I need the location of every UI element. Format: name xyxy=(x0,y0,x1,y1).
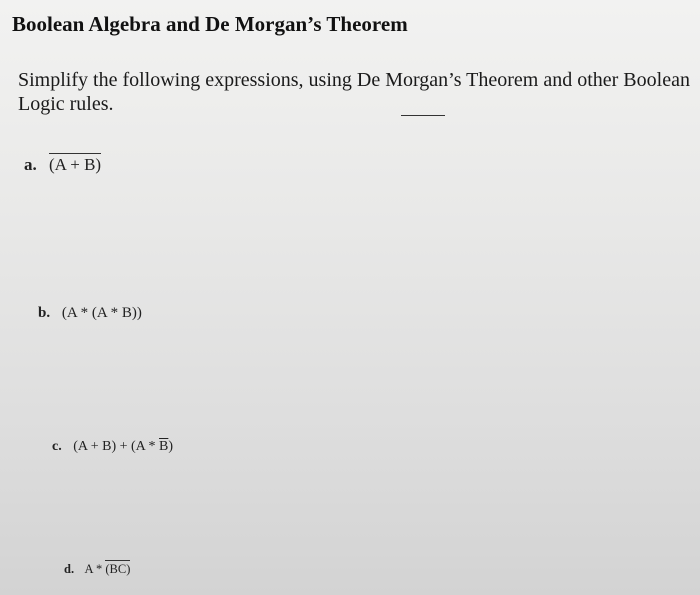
problem-b-label: b. xyxy=(38,305,51,321)
instructions-line-2: Logic rules. xyxy=(18,93,114,115)
problem-d-label: d. xyxy=(64,562,75,576)
instructions xyxy=(18,68,698,116)
problem-c-overlined-var: $\overline{B}$ xyxy=(159,439,169,454)
document-title: Boolean Algebra and De Morgan’s Theorem xyxy=(12,12,408,36)
problem-d-overlined-group: (BC) xyxy=(105,562,131,576)
problem-c xyxy=(52,439,173,455)
problem-d-expression-left: A * xyxy=(84,562,106,576)
problem-a xyxy=(24,153,101,175)
stray-overline-mark xyxy=(401,115,445,116)
problem-d xyxy=(64,560,130,577)
problem-b-expression: (A * (A * B)) xyxy=(61,305,142,321)
instructions-line-1: Simplify the following expressions, using De Morgan’s Theorem and other Boolean xyxy=(18,69,690,91)
problem-c-expression-right: ) xyxy=(168,439,174,454)
problem-a-label: a. xyxy=(24,155,37,174)
problem-a-expression: (A + B) xyxy=(49,155,102,174)
problem-c-expression-left: (A + B) + (A * xyxy=(73,439,160,454)
problem-b xyxy=(38,305,142,322)
problem-c-label: c. xyxy=(52,439,62,454)
